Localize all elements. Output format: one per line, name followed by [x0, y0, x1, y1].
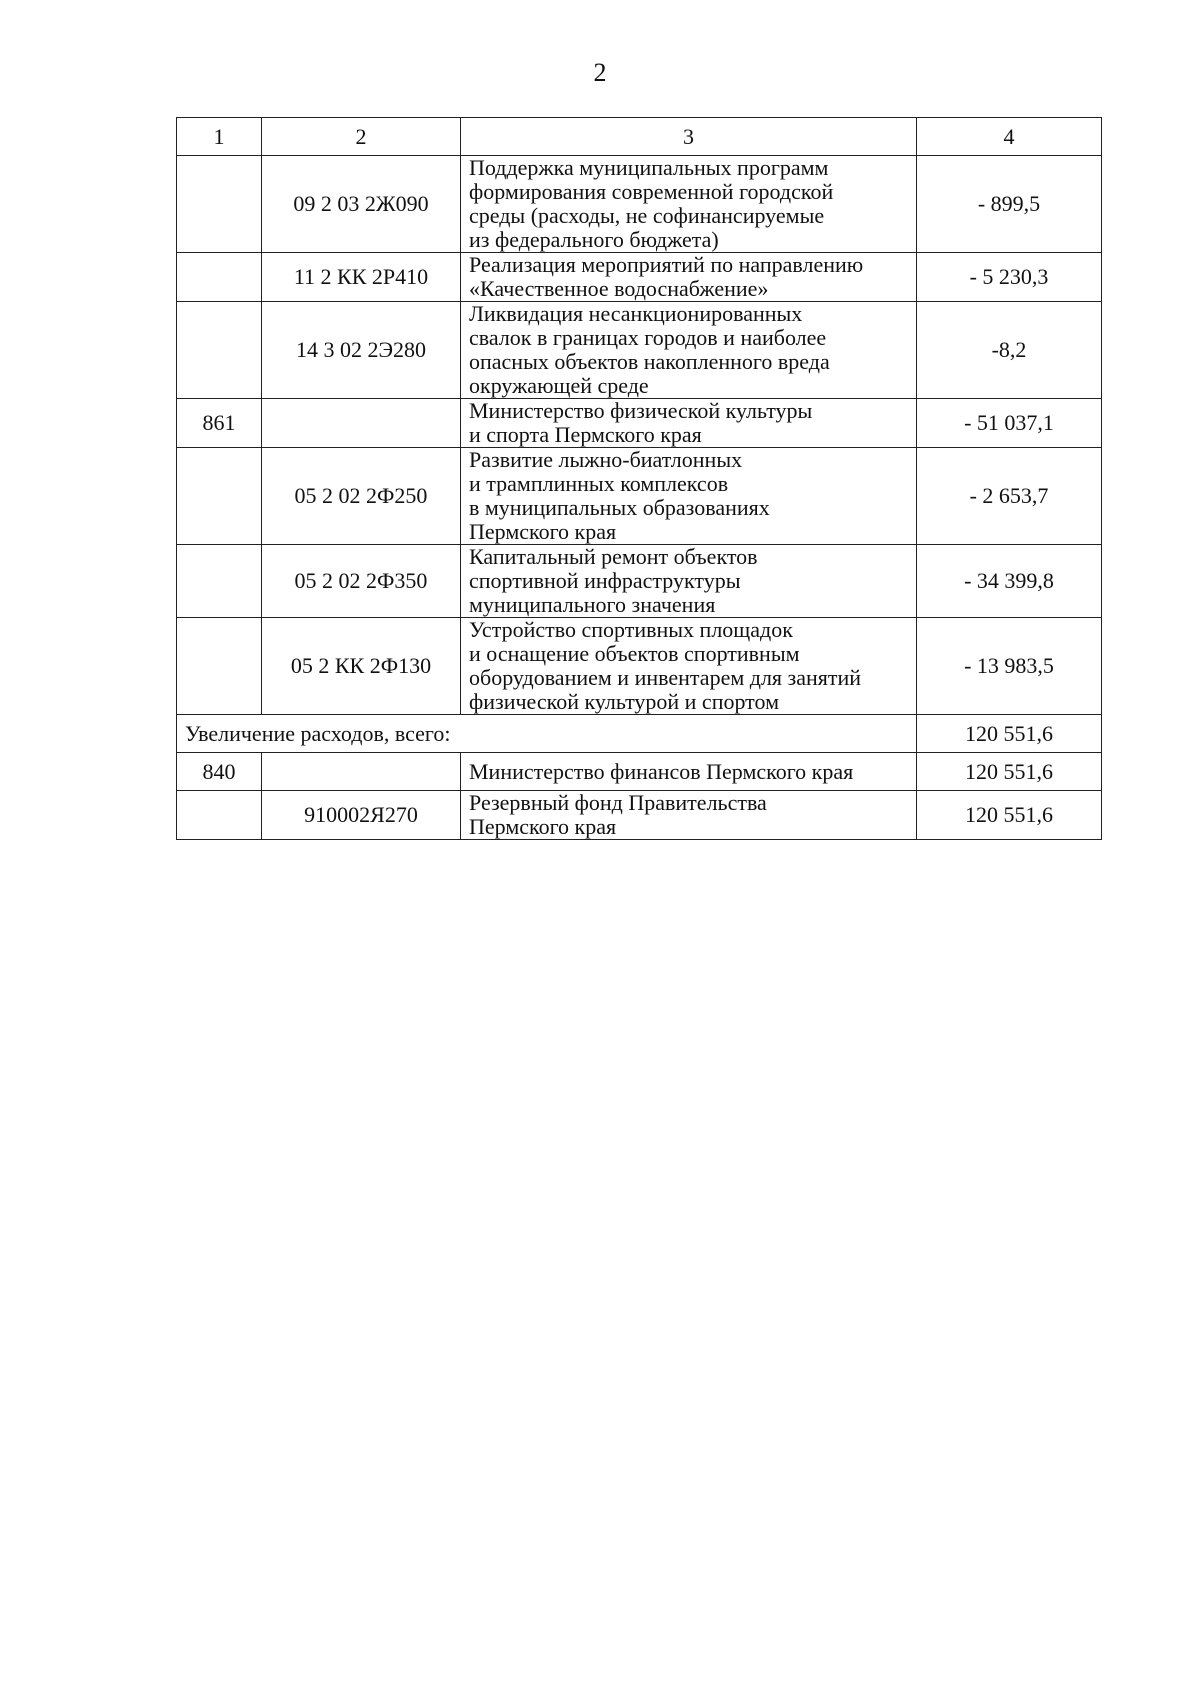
cell-department-code	[177, 253, 262, 302]
description-line: Развитие лыжно-биатлонных	[469, 447, 743, 472]
header-cell-2: 2	[262, 118, 461, 156]
description-line: Резервный фонд Правительства	[469, 790, 767, 815]
page-number: 2	[593, 58, 607, 87]
cell-department-code	[177, 156, 262, 253]
total-label: Увеличение расходов, всего:	[177, 715, 917, 753]
description-line: спортивной инфраструктуры	[469, 568, 741, 593]
description-line: и оснащение объектов спортивным	[469, 641, 800, 666]
table-row	[177, 545, 1102, 618]
description-line: Устройство спортивных площадок	[469, 617, 793, 642]
cell-amount: - 34 399,8	[917, 545, 1102, 618]
description-line: Пермского края	[469, 519, 617, 544]
table-row	[177, 399, 1102, 448]
description-line: Ликвидация несанкционированных	[469, 301, 803, 326]
table-row	[177, 302, 1102, 399]
cell-amount: 120 551,6	[917, 753, 1102, 791]
cell-department-code: 861	[177, 399, 262, 448]
cell-target-code	[262, 753, 461, 791]
cell-description	[461, 545, 917, 618]
table-body	[177, 118, 1102, 840]
cell-description	[461, 302, 917, 399]
table-row	[177, 791, 1102, 840]
cell-amount: -8,2	[917, 302, 1102, 399]
cell-amount: - 5 230,3	[917, 253, 1102, 302]
description-line: Министерство физической культуры	[469, 398, 813, 423]
cell-department-code	[177, 448, 262, 545]
cell-department-code	[177, 545, 262, 618]
table-row	[177, 253, 1102, 302]
description-line: «Качественное водоснабжение»	[469, 276, 769, 301]
description-line: формирования современной городской	[469, 179, 834, 204]
header-cell-1: 1	[177, 118, 262, 156]
cell-description	[461, 253, 917, 302]
total-row	[177, 715, 1102, 753]
cell-description	[461, 399, 917, 448]
description-line: оборудованием и инвентарем для занятий	[469, 665, 862, 690]
description-line: в муниципальных образованиях	[469, 495, 770, 520]
cell-description	[461, 156, 917, 253]
cell-target-code: 05 2 КК 2Ф130	[262, 618, 461, 715]
table-row	[177, 156, 1102, 253]
cell-amount: - 51 037,1	[917, 399, 1102, 448]
cell-target-code: 11 2 КК 2Р410	[262, 253, 461, 302]
cell-target-code: 09 2 03 2Ж090	[262, 156, 461, 253]
description-line: и спорта Пермского края	[469, 422, 702, 447]
budget-table	[176, 117, 1102, 840]
cell-target-code: 05 2 02 2Ф250	[262, 448, 461, 545]
description-line: опасных объектов накопленного вреда	[469, 349, 830, 374]
total-amount: 120 551,6	[917, 715, 1102, 753]
description-line: физической культурой и спортом	[469, 689, 780, 714]
description-line: Поддержка муниципальных программ	[469, 155, 829, 180]
cell-department-code	[177, 618, 262, 715]
table-row	[177, 448, 1102, 545]
cell-description	[461, 791, 917, 840]
header-cell-4: 4	[917, 118, 1102, 156]
description-line: Министерство финансов Пермского края	[469, 758, 854, 784]
cell-department-code	[177, 302, 262, 399]
cell-description	[461, 618, 917, 715]
cell-amount: - 2 653,7	[917, 448, 1102, 545]
cell-target-code: 05 2 02 2Ф350	[262, 545, 461, 618]
header-cell-3: 3	[461, 118, 917, 156]
cell-amount: - 899,5	[917, 156, 1102, 253]
description-line: окружающей среде	[469, 373, 649, 398]
cell-description	[461, 448, 917, 545]
cell-target-code: 910002Я270	[262, 791, 461, 840]
table-row	[177, 618, 1102, 715]
description-line: из федерального бюджета)	[469, 227, 719, 252]
header-row	[177, 118, 1102, 156]
description-line: Реализация мероприятий по направлению	[469, 252, 864, 277]
cell-amount: - 13 983,5	[917, 618, 1102, 715]
description-line: Пермского края	[469, 814, 617, 839]
description-line: муниципального значения	[469, 592, 716, 617]
cell-department-code	[177, 791, 262, 840]
cell-description	[461, 753, 917, 791]
table-row	[177, 753, 1102, 791]
cell-amount: 120 551,6	[917, 791, 1102, 840]
cell-department-code: 840	[177, 753, 262, 791]
cell-target-code: 14 3 02 2Э280	[262, 302, 461, 399]
description-line: свалок в границах городов и наиболее	[469, 325, 827, 350]
cell-target-code	[262, 399, 461, 448]
description-line: и трамплинных комплексов	[469, 471, 729, 496]
description-line: Капитальный ремонт объектов	[469, 544, 758, 569]
description-line: среды (расходы, не софинансируемые	[469, 203, 825, 228]
